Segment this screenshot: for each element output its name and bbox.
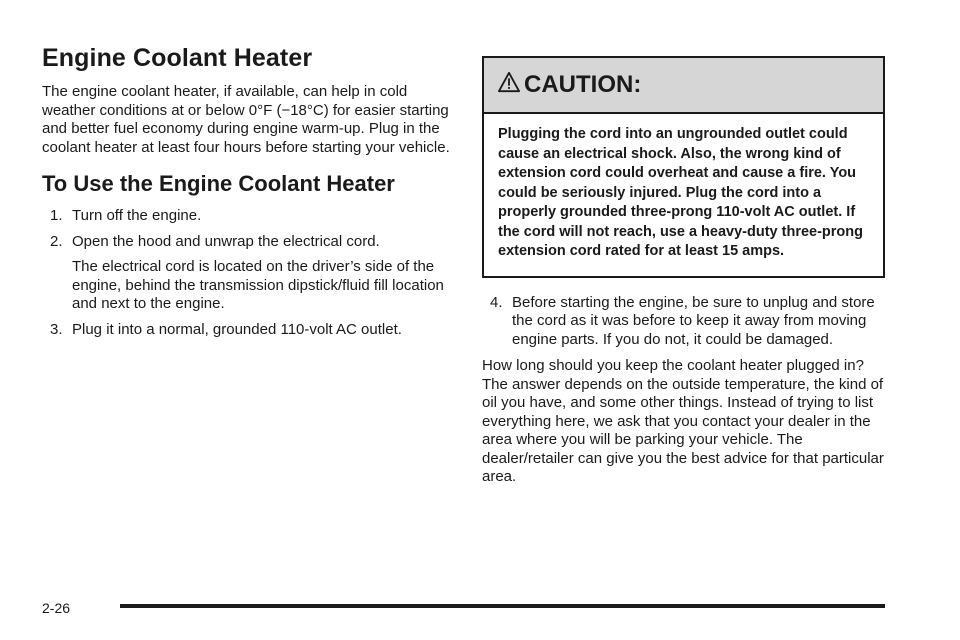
intro-paragraph: The engine coolant heater, if available, can help in cold weather conditions at or below 0°F (−18°C) for easier starting and better fuel economy during engine warm-up. Plug in the coolant heater at least four hours before starting your vehicle. — [42, 83, 450, 156]
step-text: Turn off the engine. — [72, 207, 202, 224]
footer-rule — [120, 604, 885, 608]
warning-triangle-icon — [498, 71, 520, 93]
step-number: 1. — [50, 207, 63, 224]
caution-text: Plugging the cord into an ungrounded outlet could cause an electrical shock. Also, the wrong kind of extension cord could overheat and cause a fire. You could be seriously injured. Plug the cord into a properly grounded three-prong 110-volt AC outlet. If the cord will not reach, use a heavy-duty three-prong extension cord rated for at least 15 amps. — [498, 126, 863, 259]
page-number: 2-26 — [42, 600, 71, 616]
caution-box — [482, 56, 885, 278]
caution-title: CAUTION: — [524, 71, 642, 98]
closing-paragraph: How long should you keep the coolant heater plugged in? The answer depends on the outside temperature, the kind of oil you have, and some other things. Instead of trying to list everything here, we ask that you contact your dealer in the area where you will be parking your vehicle. The dealer/retailer can give you the best advice for that particular area. — [482, 357, 884, 485]
list-item — [490, 294, 885, 350]
steps-list-right — [482, 294, 885, 350]
step-text: Before starting the engine, be sure to unplug and store the cord as it was before to keep it away from moving engine parts. If you do not, it could be damaged. — [512, 293, 875, 348]
step-number: 4. — [490, 293, 503, 311]
section-heading: To Use the Engine Coolant Heater — [42, 171, 395, 196]
list-item — [50, 207, 458, 226]
step-text: Plug it into a normal, grounded 110-volt AC outlet. — [72, 320, 402, 338]
page-title: Engine Coolant Heater — [42, 44, 313, 72]
left-column — [42, 44, 458, 346]
step-number: 3. — [50, 320, 63, 338]
right-column — [482, 56, 885, 487]
caution-header — [484, 58, 883, 114]
list-item — [50, 233, 458, 252]
step-text: Open the hood and unwrap the electrical cord. — [72, 232, 380, 250]
step-number: 2. — [50, 232, 63, 250]
step-note: The electrical cord is located on the driver’s side of the engine, behind the transmission dipstick/fluid fill location and next to the engine. — [72, 258, 444, 312]
steps-list-cont — [42, 321, 458, 340]
list-item — [50, 321, 458, 340]
steps-list — [42, 207, 458, 251]
